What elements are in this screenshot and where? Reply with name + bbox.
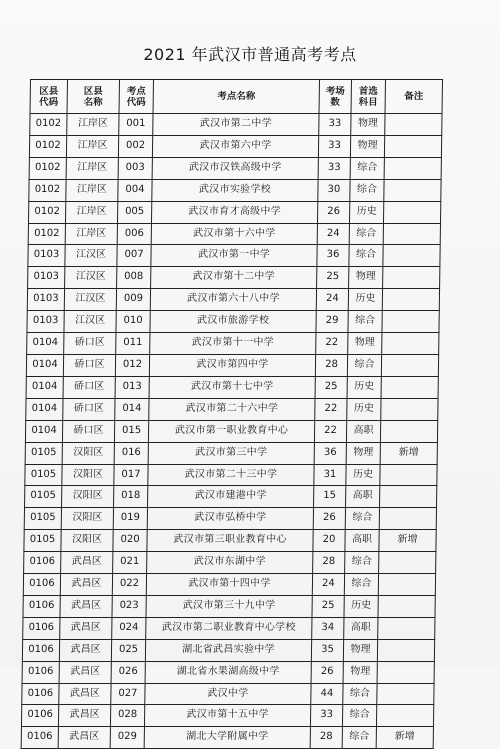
cell-note — [377, 639, 434, 661]
header-subject: 首选 科目 — [351, 80, 385, 114]
cell-district-name: 硚口区 — [62, 420, 114, 442]
cell-room-count: 34 — [312, 617, 344, 639]
cell-district-code: 0102 — [29, 179, 66, 201]
cell-room-count: 26 — [317, 201, 349, 223]
cell-note — [381, 376, 438, 398]
cell-subject: 高职 — [345, 530, 379, 552]
cell-site-code: 013 — [115, 376, 149, 398]
cell-district-name: 江岸区 — [66, 157, 118, 179]
cell-subject: 综合 — [343, 683, 377, 705]
cell-room-count: 44 — [311, 683, 343, 705]
header-site-name: 考点名称 — [153, 80, 319, 114]
cell-site-name: 武汉市东湖中学 — [147, 552, 313, 574]
cell-room-count: 33 — [310, 705, 342, 727]
cell-district-code: 0106 — [24, 552, 61, 574]
cell-note: 新增 — [379, 530, 436, 552]
cell-room-count: 25 — [317, 267, 349, 289]
cell-district-code: 0104 — [26, 354, 63, 376]
header-site-code: 考点 代码 — [119, 80, 153, 114]
cell-note — [380, 464, 437, 486]
cell-district-code: 0105 — [24, 508, 61, 530]
cell-site-name: 武汉市育才高级中学 — [151, 201, 317, 223]
cell-site-name: 武汉市实验学校 — [152, 179, 318, 201]
cell-room-count: 33 — [318, 135, 350, 157]
cell-district-code: 0104 — [26, 398, 63, 420]
cell-district-code: 0106 — [22, 683, 59, 705]
cell-note: 新增 — [376, 727, 433, 749]
table-row — [23, 595, 435, 617]
cell-district-name: 硚口区 — [63, 376, 115, 398]
table-row — [23, 574, 435, 596]
table-row — [22, 683, 434, 705]
cell-site-code: 016 — [114, 442, 148, 464]
cell-site-code: 026 — [111, 661, 145, 683]
cell-site-code: 023 — [112, 595, 146, 617]
cell-room-count: 20 — [313, 530, 345, 552]
cell-district-name: 江汉区 — [64, 311, 116, 333]
cell-district-name: 武昌区 — [60, 595, 112, 617]
cell-note — [384, 135, 441, 157]
cell-district-code: 0103 — [27, 311, 64, 333]
cell-subject: 物理 — [351, 114, 385, 136]
cell-district-code: 0104 — [27, 333, 64, 355]
cell-subject: 历史 — [347, 376, 381, 398]
cell-district-name: 江汉区 — [65, 267, 117, 289]
cell-district-code: 0103 — [27, 289, 64, 311]
cell-site-name: 湖北省水果湖高级中学 — [145, 661, 311, 683]
cell-site-code: 018 — [114, 486, 148, 508]
cell-site-code: 008 — [117, 267, 151, 289]
cell-note — [379, 552, 436, 574]
cell-room-count: 29 — [316, 311, 348, 333]
cell-site-name: 武汉市第四中学 — [149, 354, 315, 376]
cell-subject: 高职 — [344, 617, 378, 639]
cell-site-code: 027 — [111, 683, 145, 705]
cell-district-code: 0103 — [28, 245, 65, 267]
cell-site-name: 武汉市第二中学 — [153, 114, 319, 136]
cell-site-code: 002 — [118, 135, 152, 157]
cell-note — [379, 508, 436, 530]
table-row — [21, 727, 433, 749]
cell-site-code: 001 — [119, 114, 153, 136]
cell-district-name: 汉阳区 — [62, 464, 114, 486]
cell-site-name: 武汉市第十一中学 — [150, 333, 316, 355]
cell-subject: 物理 — [346, 442, 380, 464]
header-room-count: 考场 数 — [319, 80, 351, 114]
table-row — [26, 354, 438, 376]
table-row — [29, 157, 441, 179]
cell-subject: 物理 — [350, 135, 384, 157]
cell-site-name: 武汉市第十六中学 — [151, 223, 317, 245]
cell-note — [377, 661, 434, 683]
cell-note — [381, 398, 438, 420]
cell-note — [380, 486, 437, 508]
table-row — [30, 114, 442, 136]
cell-room-count: 24 — [316, 289, 348, 311]
cell-note — [385, 114, 442, 136]
cell-site-name: 武汉市第十五中学 — [144, 705, 310, 727]
cell-room-count: 33 — [319, 114, 351, 136]
cell-room-count: 31 — [314, 464, 346, 486]
cell-room-count: 28 — [310, 727, 342, 749]
cell-room-count: 25 — [315, 376, 347, 398]
header-district-code: 区县 代码 — [30, 80, 67, 114]
cell-room-count: 22 — [315, 398, 347, 420]
cell-subject: 综合 — [342, 705, 376, 727]
cell-note — [382, 289, 439, 311]
cell-district-name: 硚口区 — [63, 354, 115, 376]
cell-district-name: 江岸区 — [65, 223, 117, 245]
table-row — [28, 223, 440, 245]
cell-district-name: 武昌区 — [58, 727, 110, 749]
cell-note — [382, 311, 439, 333]
cell-district-name: 硚口区 — [63, 398, 115, 420]
cell-site-code: 025 — [111, 639, 145, 661]
cell-district-name: 江岸区 — [66, 135, 118, 157]
cell-note — [383, 223, 440, 245]
cell-district-name: 江岸区 — [66, 179, 118, 201]
cell-site-name: 武汉市第十二中学 — [151, 267, 317, 289]
cell-room-count: 35 — [311, 639, 343, 661]
cell-room-count: 30 — [318, 179, 350, 201]
cell-subject: 物理 — [349, 267, 383, 289]
cell-subject: 历史 — [348, 289, 382, 311]
cell-room-count: 33 — [318, 157, 350, 179]
cell-room-count: 25 — [312, 595, 344, 617]
cell-subject: 综合 — [350, 157, 384, 179]
cell-room-count: 28 — [315, 354, 347, 376]
cell-site-name: 湖北省武昌实验中学 — [145, 639, 311, 661]
cell-room-count: 22 — [314, 420, 346, 442]
table-row — [21, 705, 433, 727]
cell-site-code: 011 — [116, 333, 150, 355]
cell-district-code: 0104 — [25, 420, 62, 442]
cell-note: 新增 — [380, 442, 437, 464]
cell-district-name: 江岸区 — [65, 201, 117, 223]
cell-site-name: 武汉市第三十九中学 — [146, 595, 312, 617]
cell-site-name: 武汉中学 — [145, 683, 311, 705]
cell-subject: 物理 — [343, 639, 377, 661]
cell-district-code: 0102 — [28, 223, 65, 245]
table-row — [23, 617, 435, 639]
cell-site-code: 019 — [113, 508, 147, 530]
cell-district-code: 0106 — [22, 639, 59, 661]
table-row — [22, 661, 434, 683]
table-row — [27, 289, 439, 311]
cell-site-name: 武汉市第三职业教育中心 — [147, 530, 313, 552]
table-row — [25, 486, 437, 508]
document-title: 2021 年武汉市普通高考考点 — [143, 45, 357, 64]
cell-site-name: 武汉市第二十三中学 — [148, 464, 314, 486]
cell-district-code: 0102 — [29, 157, 66, 179]
header-district-name: 区县 名称 — [67, 80, 119, 114]
cell-site-code: 005 — [117, 201, 151, 223]
cell-note — [381, 354, 438, 376]
cell-site-name: 湖北大学附属中学 — [144, 727, 310, 749]
cell-site-code: 021 — [113, 552, 147, 574]
cell-district-name: 江汉区 — [64, 289, 116, 311]
cell-site-name: 武汉市第三中学 — [148, 442, 314, 464]
cell-district-code: 0103 — [28, 267, 65, 289]
cell-district-name: 武昌区 — [61, 552, 113, 574]
cell-subject: 历史 — [346, 464, 380, 486]
cell-note — [384, 179, 441, 201]
cell-district-code: 0105 — [25, 486, 62, 508]
cell-site-code: 012 — [115, 354, 149, 376]
cell-subject: 高职 — [346, 420, 380, 442]
cell-subject: 高职 — [346, 486, 380, 508]
cell-subject: 综合 — [349, 223, 383, 245]
table-row — [28, 201, 440, 223]
cell-note — [378, 617, 435, 639]
cell-site-name: 武汉市第一职业教育中心 — [148, 420, 314, 442]
table-row — [24, 552, 436, 574]
cell-site-code: 024 — [112, 617, 146, 639]
cell-room-count: 22 — [316, 333, 348, 355]
cell-district-code: 0104 — [26, 376, 63, 398]
cell-district-code: 0106 — [21, 727, 58, 749]
cell-site-code: 006 — [117, 223, 151, 245]
cell-site-name: 武汉市弘桥中学 — [147, 508, 313, 530]
table-row — [24, 530, 436, 552]
cell-district-code: 0106 — [21, 705, 58, 727]
table-row — [27, 333, 439, 355]
cell-district-name: 武昌区 — [60, 574, 112, 596]
cell-site-name: 武汉市第二十六中学 — [149, 398, 315, 420]
table-row — [28, 267, 440, 289]
cell-subject: 历史 — [349, 201, 383, 223]
table-row — [27, 311, 439, 333]
cell-site-name: 武汉市第十四中学 — [146, 574, 312, 596]
cell-subject: 历史 — [344, 595, 378, 617]
table-row — [26, 398, 438, 420]
cell-note — [383, 267, 440, 289]
cell-room-count: 24 — [317, 223, 349, 245]
cell-site-code: 010 — [116, 311, 150, 333]
cell-district-code: 0106 — [23, 574, 60, 596]
cell-subject: 历史 — [347, 398, 381, 420]
cell-site-name: 武汉市第十七中学 — [149, 376, 315, 398]
cell-site-code: 022 — [112, 574, 146, 596]
table-header-row — [30, 80, 442, 114]
cell-district-code: 0106 — [23, 617, 60, 639]
table-row — [24, 508, 436, 530]
cell-subject: 综合 — [344, 574, 378, 596]
cell-note — [383, 201, 440, 223]
cell-district-name: 汉阳区 — [62, 442, 114, 464]
cell-site-code: 020 — [113, 530, 147, 552]
cell-district-name: 武昌区 — [60, 617, 112, 639]
cell-district-name: 江汉区 — [65, 245, 117, 267]
cell-site-name: 武汉市第六中学 — [152, 135, 318, 157]
cell-district-code: 0105 — [24, 530, 61, 552]
cell-subject: 综合 — [350, 179, 384, 201]
cell-site-code: 029 — [110, 727, 144, 749]
cell-district-name: 武昌区 — [59, 683, 111, 705]
cell-room-count: 24 — [312, 574, 344, 596]
cell-site-code: 004 — [118, 179, 152, 201]
table-row — [29, 179, 441, 201]
cell-district-name: 汉阳区 — [61, 530, 113, 552]
table-row — [25, 442, 437, 464]
table-row — [22, 639, 434, 661]
cell-note — [383, 245, 440, 267]
cell-district-code: 0105 — [25, 464, 62, 486]
cell-note — [378, 595, 435, 617]
cell-note — [380, 420, 437, 442]
cell-subject: 综合 — [348, 311, 382, 333]
cell-site-name: 武汉市第一中学 — [151, 245, 317, 267]
cell-room-count: 15 — [314, 486, 346, 508]
cell-note — [384, 157, 441, 179]
table-row — [25, 464, 437, 486]
cell-site-code: 007 — [117, 245, 151, 267]
table-row — [25, 420, 437, 442]
cell-room-count: 36 — [317, 245, 349, 267]
cell-district-code: 0105 — [25, 442, 62, 464]
cell-subject: 综合 — [349, 245, 383, 267]
cell-site-name: 武汉市第六十八中学 — [150, 289, 316, 311]
table-row — [26, 376, 438, 398]
cell-room-count: 26 — [313, 508, 345, 530]
cell-room-count: 28 — [313, 552, 345, 574]
cell-district-name: 江岸区 — [67, 114, 119, 136]
cell-subject: 综合 — [345, 508, 379, 530]
cell-district-name: 汉阳区 — [61, 508, 113, 530]
cell-district-code: 0106 — [22, 661, 59, 683]
cell-site-code: 003 — [118, 157, 152, 179]
cell-site-code: 017 — [114, 464, 148, 486]
cell-note — [382, 333, 439, 355]
exam-sites-table — [21, 79, 443, 749]
cell-subject: 综合 — [345, 552, 379, 574]
cell-subject: 综合 — [347, 354, 381, 376]
cell-subject: 物理 — [348, 333, 382, 355]
cell-note — [376, 705, 433, 727]
cell-site-code: 009 — [116, 289, 150, 311]
cell-district-name: 汉阳区 — [62, 486, 114, 508]
cell-subject: 物理 — [343, 661, 377, 683]
cell-district-code: 0102 — [29, 135, 66, 157]
cell-room-count: 26 — [311, 661, 343, 683]
cell-room-count: 36 — [314, 442, 346, 464]
cell-note — [378, 574, 435, 596]
cell-site-name: 武汉市汉铁高级中学 — [152, 157, 318, 179]
cell-site-code: 014 — [115, 398, 149, 420]
cell-subject: 综合 — [342, 727, 376, 749]
cell-district-code: 0102 — [30, 114, 67, 136]
cell-site-code: 028 — [110, 705, 144, 727]
cell-site-name: 武汉市建港中学 — [148, 486, 314, 508]
cell-district-name: 硚口区 — [64, 333, 116, 355]
cell-district-name: 武昌区 — [58, 705, 110, 727]
cell-district-name: 武昌区 — [59, 639, 111, 661]
cell-note — [377, 683, 434, 705]
cell-district-name: 武昌区 — [59, 661, 111, 683]
cell-district-code: 0102 — [28, 201, 65, 223]
table-row — [28, 245, 440, 267]
cell-site-code: 015 — [114, 420, 148, 442]
header-note: 备注 — [385, 80, 442, 114]
cell-site-name: 武汉市旅游学校 — [150, 311, 316, 333]
cell-site-name: 武汉市第二职业教育中心学校 — [146, 617, 312, 639]
table-row — [29, 135, 441, 157]
cell-district-code: 0106 — [23, 595, 60, 617]
